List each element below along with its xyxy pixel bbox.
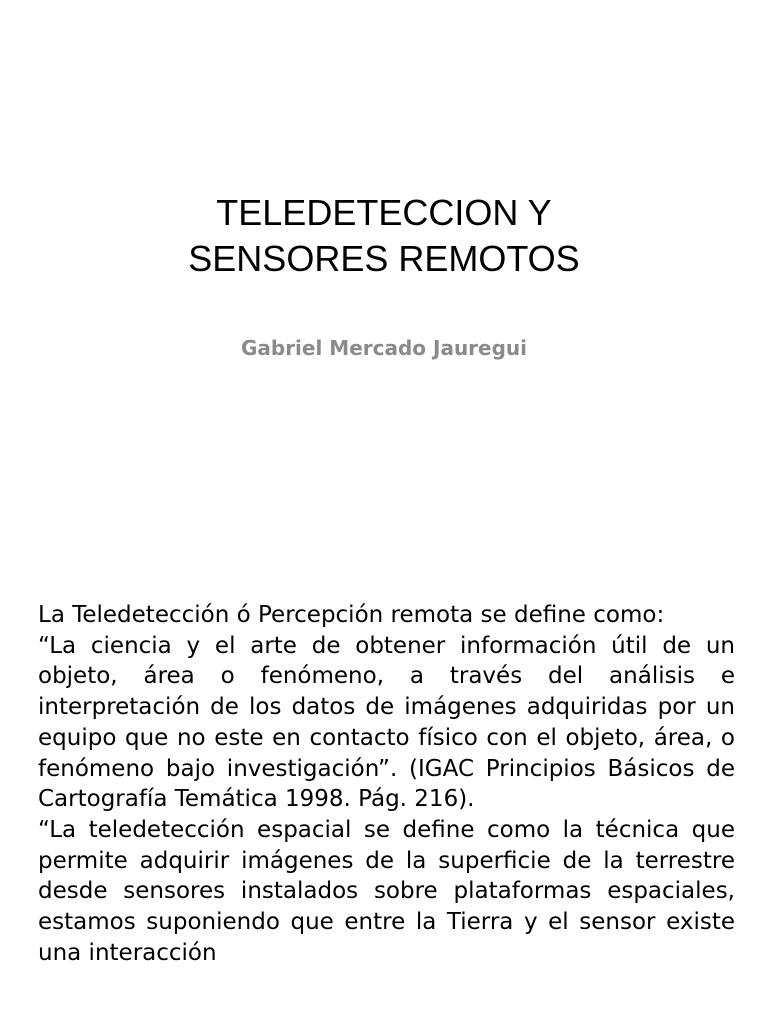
author-name: Gabriel Mercado Jauregui	[240, 336, 528, 360]
slide-title	[0, 190, 768, 282]
body-text	[38, 600, 735, 968]
definition-quote-igac: “La ciencia y el arte de obtener información útil de un objeto, área o fenómeno, a través del análisis e interpretación de los datos de imágenes adquiridas por un equipo que no este en contacto físico con el objeto, área, o fenómeno bajo investigación”. (IGAC Principios Básicos de Cartografía Temática 1998. Pág. 216).	[38, 632, 735, 813]
intro-paragraph: La Teledetección ó Percepción remota se define como:	[38, 602, 665, 628]
title-line-2: SENSORES REMOTOS	[188, 238, 580, 279]
title-line-1: TELEDETECCION Y	[216, 192, 552, 233]
definition-quote-spatial: “La teledetección espacial se define como la técnica que permite adquirir imágenes de la superficie de la terrestre desde sensores instalados sobre plataformas espaciales, estamos suponiendo que entre la Tierra y el sensor existe una interacción	[38, 816, 735, 966]
